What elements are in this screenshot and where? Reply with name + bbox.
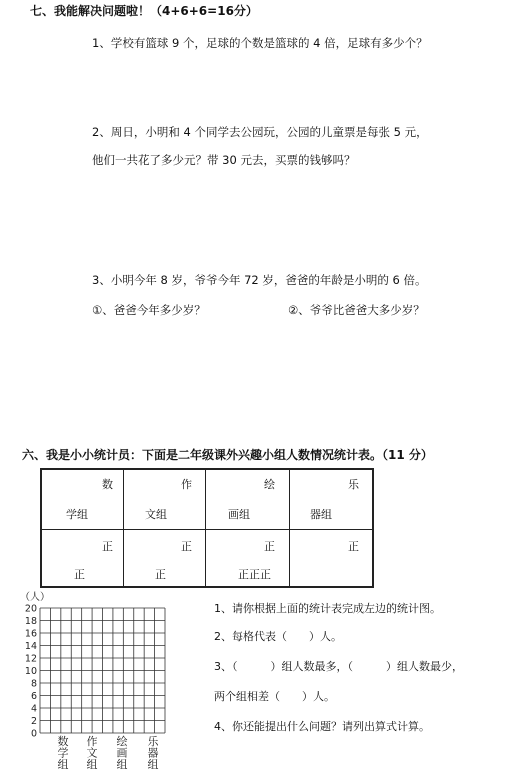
- y-tick-label: 14: [24, 641, 37, 652]
- question-1: 1、学校有篮球 9 个，足球的个数是篮球的 4 倍，足球有多少个？: [92, 36, 428, 50]
- table-header-writing-top: 作: [181, 478, 192, 491]
- table-header-math-top: 数: [102, 478, 113, 491]
- chart-question-2: 2、每格代表（ ）人。: [214, 630, 342, 643]
- table-header-music-bottom: 器组: [310, 508, 332, 521]
- tally-math-top: 正: [102, 540, 113, 553]
- chart-question-3b: 两个组相差（ ）人。: [214, 690, 335, 703]
- tally-writing-bottom: 正: [155, 568, 166, 581]
- y-tick-label: 18: [24, 616, 37, 627]
- x-category-label: 数学组: [57, 735, 69, 771]
- tally-table: [40, 468, 374, 588]
- table-header-painting-top: 绘: [264, 478, 275, 491]
- question-2-line2: 他们一共花了多少元？带 30 元去，买票的钱够吗？: [92, 153, 356, 167]
- table-divider: [205, 470, 206, 586]
- y-tick-label: 20: [24, 603, 37, 615]
- question-2-line1: 2、周日，小明和 4 个同学去公园玩，公园的儿童票是每张 5 元，: [92, 125, 428, 139]
- question-3-sub2: ②、爷爷比爸爸大多少岁？: [288, 303, 425, 317]
- y-tick-label: 8: [30, 678, 37, 690]
- y-axis-label: （人）: [20, 592, 50, 603]
- section7-title: 七、我能解决问题啦！（4+6+6=16分）: [30, 4, 258, 18]
- table-divider: [289, 470, 290, 586]
- y-tick-label: 2: [30, 716, 37, 727]
- y-tick-label: 10: [24, 666, 37, 677]
- table-header-music-top: 乐: [348, 478, 359, 491]
- question-3-sub1: ①、爸爸今年多少岁？: [92, 303, 206, 317]
- x-category-label: 绘画组: [116, 735, 128, 771]
- chart-question-3a: 3、（ ）组人数最多，（ ）组人数最少，: [214, 660, 463, 673]
- table-header-painting-bottom: 画组: [228, 508, 250, 521]
- x-category-label: 乐器组: [147, 735, 159, 771]
- y-tick-label: 16: [24, 628, 37, 640]
- tally-painting-bottom: 正正正: [238, 568, 271, 581]
- chart-svg: [0, 588, 200, 778]
- y-tick-label: 0: [30, 728, 37, 740]
- y-tick-label: 6: [30, 691, 37, 702]
- question-3: 3、小明今年 8 岁，爷爷今年 72 岁，爸爸的年龄是小明的 6 倍。: [92, 273, 427, 287]
- chart-question-4: 4、你还能提出什么问题？请列出算式计算。: [214, 720, 430, 733]
- table-header-writing-bottom: 文组: [145, 508, 167, 521]
- x-category-label: 作文组: [86, 735, 98, 771]
- table-header-math-bottom: 学组: [66, 508, 88, 521]
- table-divider: [42, 529, 372, 530]
- chart-question-1: 1、请你根据上面的统计表完成左边的统计图。: [214, 602, 441, 615]
- bar-chart-grid: [0, 588, 200, 778]
- section6-title: 六、我是小小统计员：下面是二年级课外兴趣小组人数情况统计表。（11 分）: [22, 448, 433, 462]
- y-tick-label: 12: [24, 653, 37, 665]
- tally-music-top: 正: [348, 540, 359, 553]
- tally-writing-top: 正: [181, 540, 192, 553]
- y-tick-label: 4: [30, 703, 37, 715]
- table-divider: [123, 470, 124, 586]
- tally-painting-top: 正: [264, 540, 275, 553]
- tally-math-bottom: 正: [74, 568, 85, 581]
